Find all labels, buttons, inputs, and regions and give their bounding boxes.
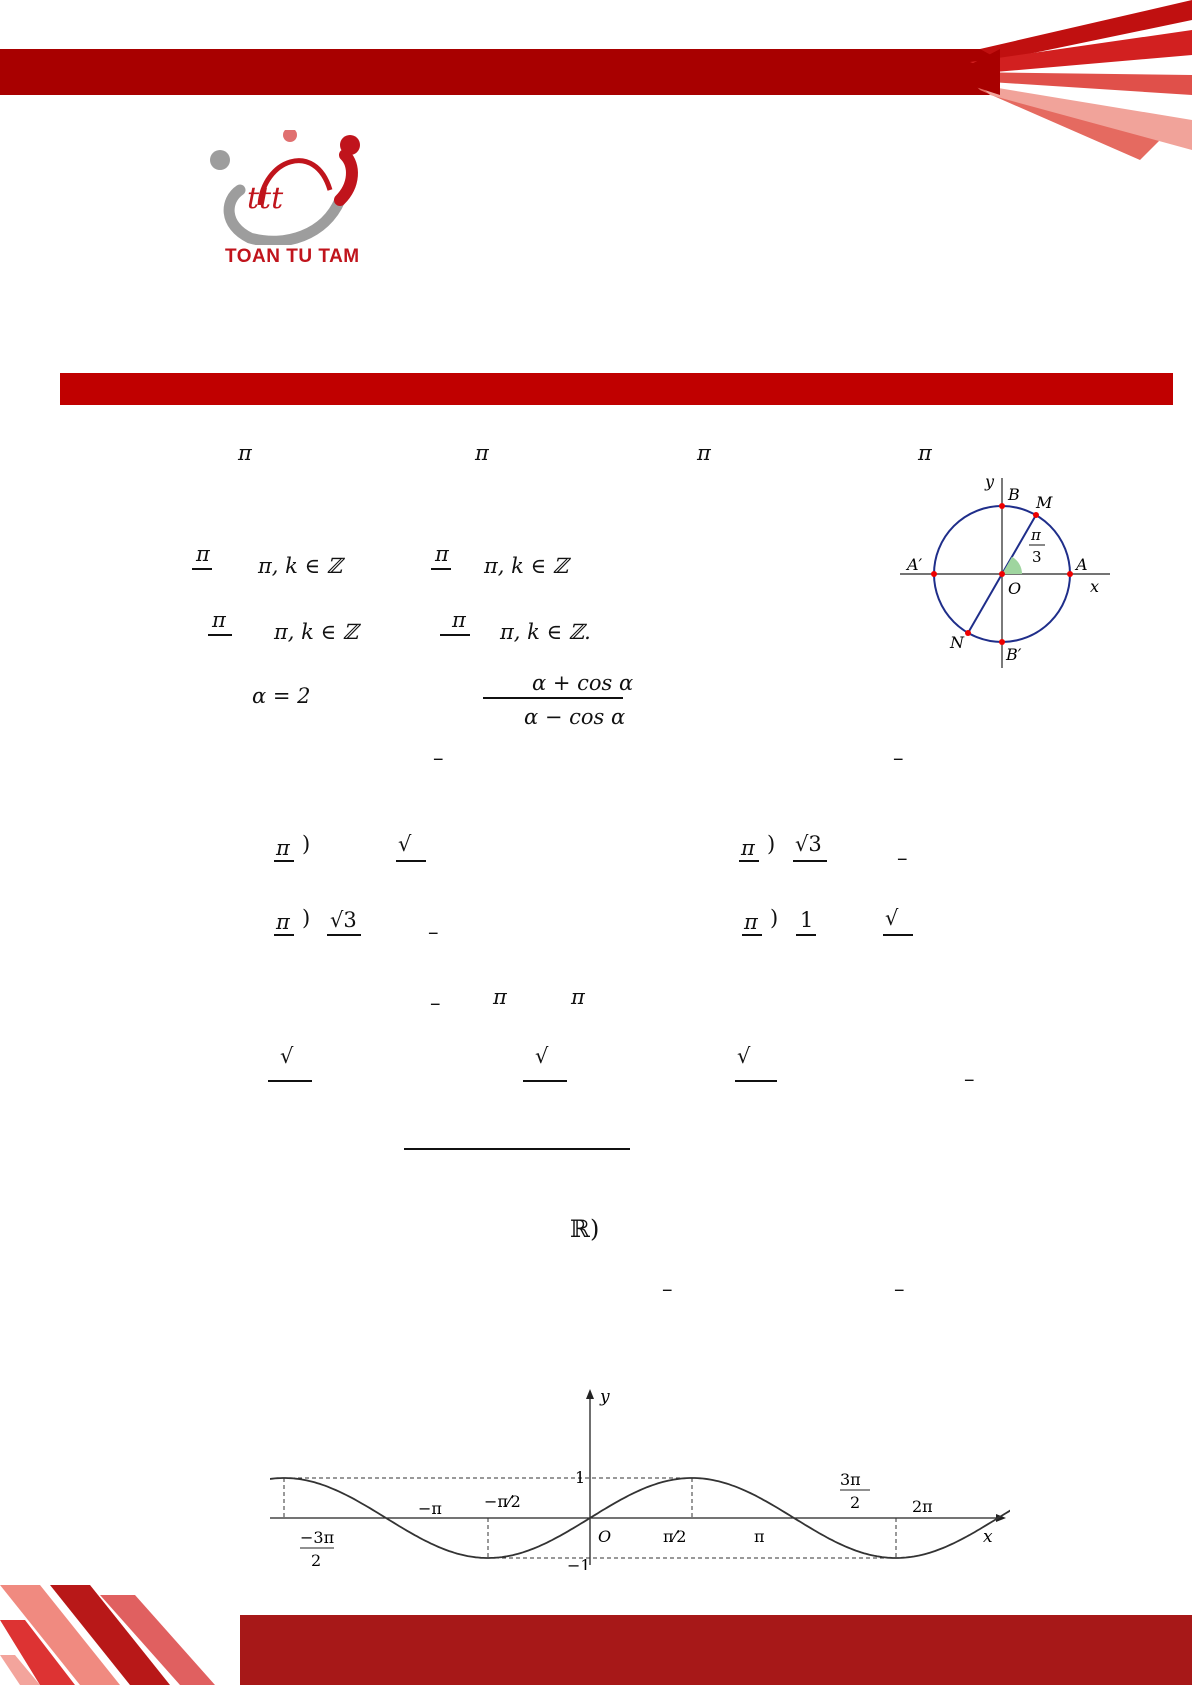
ratio-numerator: α + cos α xyxy=(532,671,634,695)
option-d-tail: π, k ∈ ℤ. xyxy=(500,620,591,644)
point-o xyxy=(999,571,1005,577)
real-set-fragment: ℝ) xyxy=(570,1215,600,1243)
label-x: x xyxy=(1090,577,1100,596)
option-b-tail: π, k ∈ ℤ xyxy=(484,554,569,578)
footer-band xyxy=(240,1615,1192,1685)
fraction-bar xyxy=(274,934,294,936)
fraction-bar xyxy=(796,934,816,936)
minus-fragment: – xyxy=(897,846,908,870)
y-arrow-icon xyxy=(586,1389,594,1399)
pi-fragment: π xyxy=(276,910,290,934)
sqrt3-fragment: √3 xyxy=(795,832,822,856)
footer-stripes-decoration xyxy=(0,1585,260,1685)
label-pi-2: π⁄2 xyxy=(663,1527,687,1546)
label-m: M xyxy=(1036,493,1053,512)
label-a-prime: A′ xyxy=(907,555,923,574)
one-fragment: 1 xyxy=(800,908,814,932)
label-n: N xyxy=(950,633,964,652)
minus-fragment: – xyxy=(893,746,904,770)
fraction-bar xyxy=(735,1080,777,1082)
svg-text:ttt: ttt xyxy=(247,181,284,216)
sqrt-fragment: √ xyxy=(885,906,899,930)
fraction-bar xyxy=(523,1080,567,1082)
option-d-numerator: π xyxy=(452,608,466,632)
paren-fragment: ) xyxy=(767,832,776,856)
label-b: B xyxy=(1008,485,1020,504)
label-y: y xyxy=(600,1387,610,1407)
logo-wordmark: TOAN TU TAM xyxy=(225,246,360,267)
label-3pi-den: 2 xyxy=(850,1493,861,1512)
fraction-bar xyxy=(739,860,759,862)
label-neg-pi: −π xyxy=(418,1499,442,1518)
paren-fragment: ) xyxy=(302,832,311,856)
sqrt-fragment: √ xyxy=(280,1044,294,1068)
label-y: y xyxy=(985,472,995,491)
fraction-bar xyxy=(274,860,294,862)
point-m xyxy=(1033,512,1039,518)
label-o: O xyxy=(598,1527,612,1546)
minus-fragment: – xyxy=(433,746,444,770)
point-n xyxy=(965,630,971,636)
fraction-bar xyxy=(208,634,232,636)
sqrt3-fragment: √3 xyxy=(330,908,357,932)
pi-fragment: π xyxy=(918,441,932,465)
minus-fragment: – xyxy=(894,1277,905,1301)
label-o: O xyxy=(1008,579,1022,598)
sqrt-fragment: √ xyxy=(535,1044,549,1068)
logo-emblem-icon xyxy=(205,130,375,245)
label-a: A xyxy=(1076,555,1088,574)
fraction-bar xyxy=(431,568,451,570)
fraction-bar xyxy=(742,934,762,936)
paren-fragment: ) xyxy=(302,906,311,930)
option-a-tail: π, k ∈ ℤ xyxy=(258,554,343,578)
point-a-prime xyxy=(931,571,937,577)
sine-graph-figure xyxy=(270,1385,1010,1570)
option-a-numerator: π xyxy=(196,542,210,566)
fraction-bar xyxy=(268,1080,312,1082)
fraction-bar xyxy=(483,697,623,699)
option-b-numerator: π xyxy=(435,542,449,566)
unit-circle-figure xyxy=(895,470,1115,670)
pi-fragment: π xyxy=(697,441,711,465)
label-x: x xyxy=(983,1527,993,1547)
label-neg-one: −1 xyxy=(567,1556,591,1570)
label-pi: π xyxy=(1031,526,1041,544)
option-c-tail: π, k ∈ ℤ xyxy=(274,620,359,644)
pi-fragment: π xyxy=(276,836,290,860)
sqrt-fragment: √ xyxy=(737,1044,751,1068)
header-band xyxy=(0,49,1000,95)
minus-fragment: – xyxy=(430,991,441,1015)
pi-fragment: π xyxy=(238,441,252,465)
option-c-numerator: π xyxy=(212,608,226,632)
minus-fragment: – xyxy=(964,1067,975,1091)
header-rays-decoration xyxy=(900,0,1192,175)
label-b-prime: B′ xyxy=(1006,645,1022,664)
label-neg-pi-2: −π⁄2 xyxy=(484,1492,521,1511)
label-three: 3 xyxy=(1032,548,1042,566)
label-one: 1 xyxy=(575,1468,586,1487)
minus-fragment: – xyxy=(428,920,439,944)
fill-in-blank-line xyxy=(404,1148,630,1150)
label-neg-3pi-den: 2 xyxy=(311,1551,322,1570)
pi-fragment: π xyxy=(744,910,758,934)
point-b-prime xyxy=(999,639,1005,645)
fraction-bar xyxy=(327,934,361,936)
fraction-bar xyxy=(793,860,827,862)
fraction-bar xyxy=(883,934,913,936)
pi-fragment: π xyxy=(475,441,489,465)
pi-fragment: π xyxy=(493,985,507,1009)
fraction-bar xyxy=(192,568,212,570)
given-alpha: α = 2 xyxy=(252,684,311,708)
label-2pi: 2π xyxy=(912,1497,933,1516)
label-pi: π xyxy=(754,1527,765,1546)
pi-fragment: π xyxy=(571,985,585,1009)
paren-fragment: ) xyxy=(770,906,779,930)
point-b xyxy=(999,503,1005,509)
fraction-bar xyxy=(440,634,470,636)
point-a xyxy=(1067,571,1073,577)
label-3pi-num: 3π xyxy=(840,1470,861,1489)
minus-fragment: – xyxy=(662,1277,673,1301)
angle-sector xyxy=(1002,557,1022,574)
ratio-denominator: α − cos α xyxy=(524,705,626,729)
section-band xyxy=(60,373,1173,405)
fraction-bar xyxy=(396,860,426,862)
sqrt-fragment: √ xyxy=(398,832,412,856)
pi-fragment: π xyxy=(741,836,755,860)
label-neg-3pi-num: −3π xyxy=(300,1528,335,1547)
